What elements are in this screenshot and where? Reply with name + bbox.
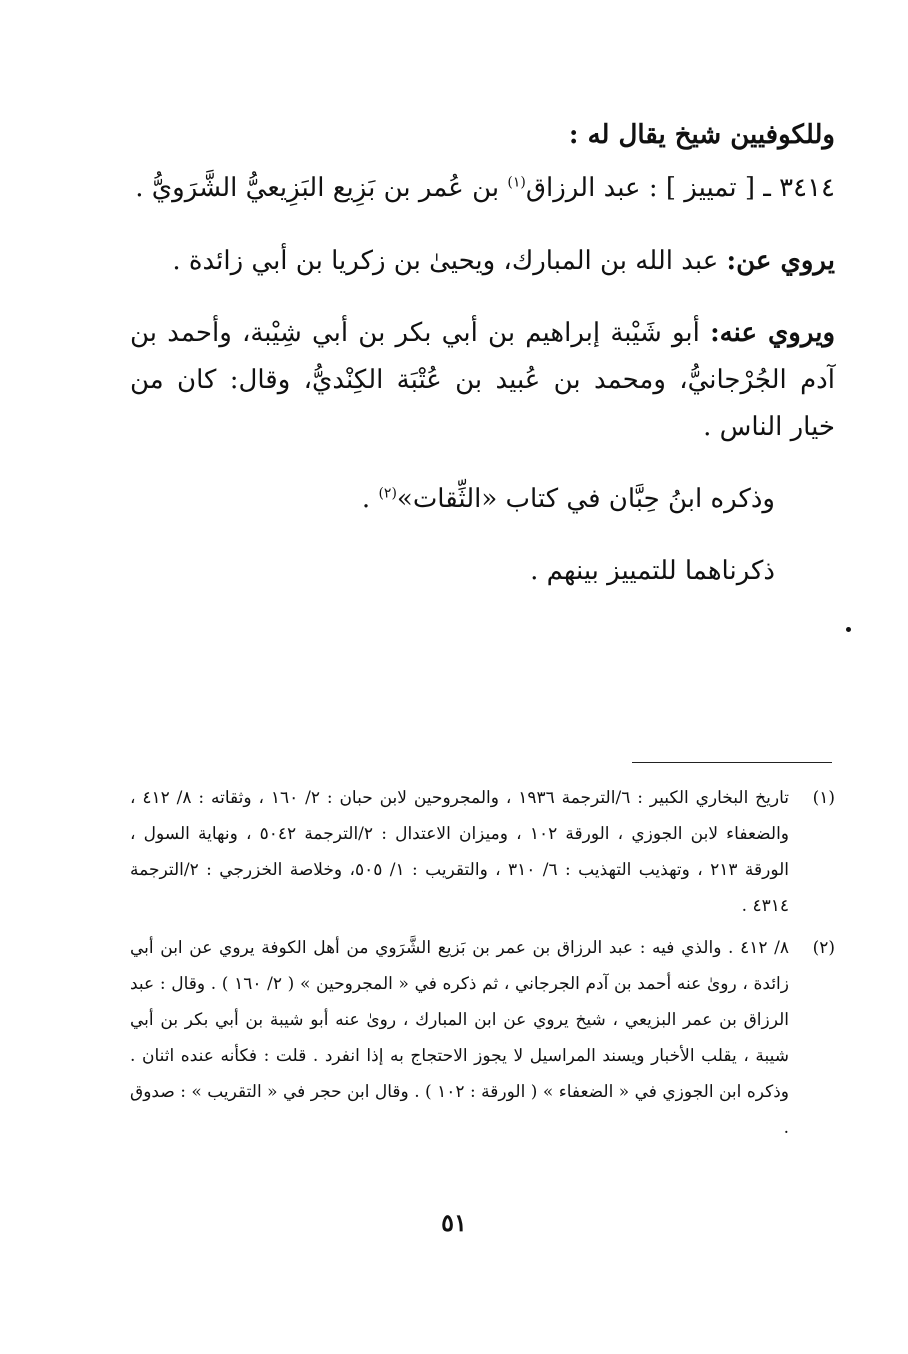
narrated-by-label: ويروي عنه: (710, 318, 835, 348)
narrates-from-label: يروي عن: (726, 246, 835, 276)
footnote-text: تاريخ البخاري الكبير : ٦/الترجمة ١٩٣٦ ، والمجروحين لابن حبان : ٢/ ١٦٠ ، وثقاته : ٨/ ٤١٢ ، والضعفاء لابن الجوزي ، الورقة ١٠٢ ، وميزان الاعتدال : ٢/الترجمة ٥٠٤٢ ، ونهاية السول ، الورقة ٢١٣ ، وتهذيب التهذيب : ٦/ ٣١٠ ، والتقريب : ١/ ٥٠٥، وخلاصة الخزرجي : ٢/الترجمة ٤٣١٤ . (130, 788, 790, 916)
footnote-number: (١) (812, 788, 835, 808)
ibn-hibban-end: . (361, 484, 379, 514)
narrated-by-paragraph (130, 310, 835, 451)
footnote-number: (٢) (812, 938, 835, 958)
footnote-text: ٨/ ٤١٢ . والذي فيه : عبد الرزاق بن عمر بن بَزيع الشَّرَوي من أهل الكوفة يروي عن ابن أبي زائدة ، روىٰ عنه أحمد بن آدم الجرجاني ، ثم ذكره في « المجروحين » ( ٢/ ١٦٠ ) . وقال : عبد الرزاق بن عمر البزيعي ، شيخ يروي عن ابن المبارك ، روىٰ عنه أبو شيبة بن أبي بكر بن أبي شيبة ، يقلب الأخبار ويسند المراسيل لا يجوز الاحتجاج به إذا انفرد . قلت : فكأنه عنده اثنان . وذكره ابن الجوزي في « الضعفاء » ( الورقة : ١٠٢ ) . وقال ابن حجر في « التقريب » : صدوق . (130, 938, 790, 1138)
entry-heading (130, 165, 835, 212)
page-number: ٥١ (441, 1208, 467, 1237)
narrates-from-text: عبد الله بن المبارك، ويحيىٰ بن زكريا بن أبي زائدة . (172, 246, 727, 276)
ibn-hibban-text: وذكره ابنُ حِبَّان في كتاب «الثِّقات» (396, 484, 775, 514)
closing-line: ذكرناهما للتمييز بينهم . (530, 556, 775, 586)
narrated-by-text: أبو شَيْبة إبراهيم بن أبي بكر بن أبي شِيْبة، وأحمد بن آدم الجُرْجانيُّ، ومحمد بن عُبيد بن عُتْبَة الكِنْديُّ، وقال: كان من خيار الناس . (130, 318, 835, 442)
ibn-hibban-line (130, 476, 835, 523)
entry-heading-prefix: ٣٤١٤ ـ [ تمييز ] : عبد الرزاق (525, 173, 835, 203)
footnote-2 (130, 930, 835, 1146)
footnote-1 (130, 780, 835, 924)
narrates-from-paragraph (130, 238, 835, 285)
intro-line: وللكوفيين شيخ يقال له : (568, 120, 835, 150)
footnote-ref-2[interactable]: (٢) (378, 485, 397, 502)
footnotes (130, 780, 835, 1146)
main-text (130, 112, 835, 595)
entry-heading-suffix: بن عُمر بن بَزِيع البَزِيعيُّ الشَّرَويُّ . (135, 173, 508, 203)
footnote-ref-1[interactable]: (١) (507, 174, 526, 191)
footnote-separator (632, 762, 832, 763)
margin-dot (846, 627, 851, 632)
